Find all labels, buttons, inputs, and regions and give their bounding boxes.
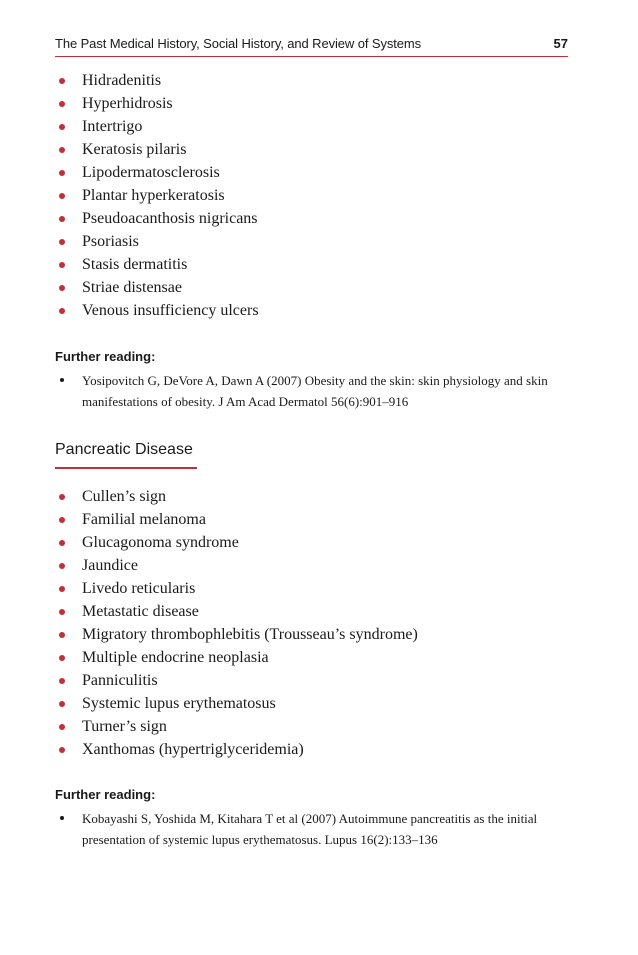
reference-item: Yosipovitch G, DeVore A, Dawn A (2007) Obesity and the skin: skin physiology and skin manifestations of obesity. J Am Acad Dermatol 56(6):901–916 bbox=[58, 370, 558, 412]
reference-list bbox=[58, 370, 558, 412]
reference-item: Kobayashi S, Yoshida M, Kitahara T et al (2007) Autoimmune pancreatitis as the initial presentation of systemic lupus erythematosus. Lupus 16(2):133–136 bbox=[58, 808, 558, 850]
further-reading-label: Further reading: bbox=[55, 349, 156, 364]
list-item: Livedo reticularis bbox=[58, 577, 418, 600]
list-item: Turner’s sign bbox=[58, 715, 418, 738]
condition-list-obesity bbox=[58, 69, 259, 322]
list-item: Hyperhidrosis bbox=[58, 92, 259, 115]
condition-list-pancreatic bbox=[58, 485, 418, 761]
list-item: Xanthomas (hypertriglyceridemia) bbox=[58, 738, 418, 761]
section-title-rule bbox=[55, 467, 197, 469]
running-header-title: The Past Medical History, Social History, and Review of Systems bbox=[55, 36, 422, 51]
list-item: Keratosis pilaris bbox=[58, 138, 259, 161]
list-item: Psoriasis bbox=[58, 230, 259, 253]
list-item: Hidradenitis bbox=[58, 69, 259, 92]
reference-list bbox=[58, 808, 558, 850]
list-item: Migratory thrombophlebitis (Trousseau’s syndrome) bbox=[58, 623, 418, 646]
list-item: Jaundice bbox=[58, 554, 418, 577]
list-item: Intertrigo bbox=[58, 115, 259, 138]
list-item: Glucagonoma syndrome bbox=[58, 531, 418, 554]
list-item: Panniculitis bbox=[58, 669, 418, 692]
list-item: Familial melanoma bbox=[58, 508, 418, 531]
list-item: Cullen’s sign bbox=[58, 485, 418, 508]
list-item: Striae distensae bbox=[58, 276, 259, 299]
list-item: Stasis dermatitis bbox=[58, 253, 259, 276]
section-title: Pancreatic Disease bbox=[55, 441, 193, 458]
list-item: Metastatic disease bbox=[58, 600, 418, 623]
list-item: Systemic lupus erythematosus bbox=[58, 692, 418, 715]
list-item: Lipodermatosclerosis bbox=[58, 161, 259, 184]
list-item: Venous insufficiency ulcers bbox=[58, 299, 259, 322]
list-item: Plantar hyperkeratosis bbox=[58, 184, 259, 207]
page-number: 57 bbox=[553, 36, 568, 51]
list-item: Multiple endocrine neoplasia bbox=[58, 646, 418, 669]
header-rule bbox=[55, 56, 568, 57]
further-reading-label: Further reading: bbox=[55, 787, 156, 802]
list-item: Pseudoacanthosis nigricans bbox=[58, 207, 259, 230]
